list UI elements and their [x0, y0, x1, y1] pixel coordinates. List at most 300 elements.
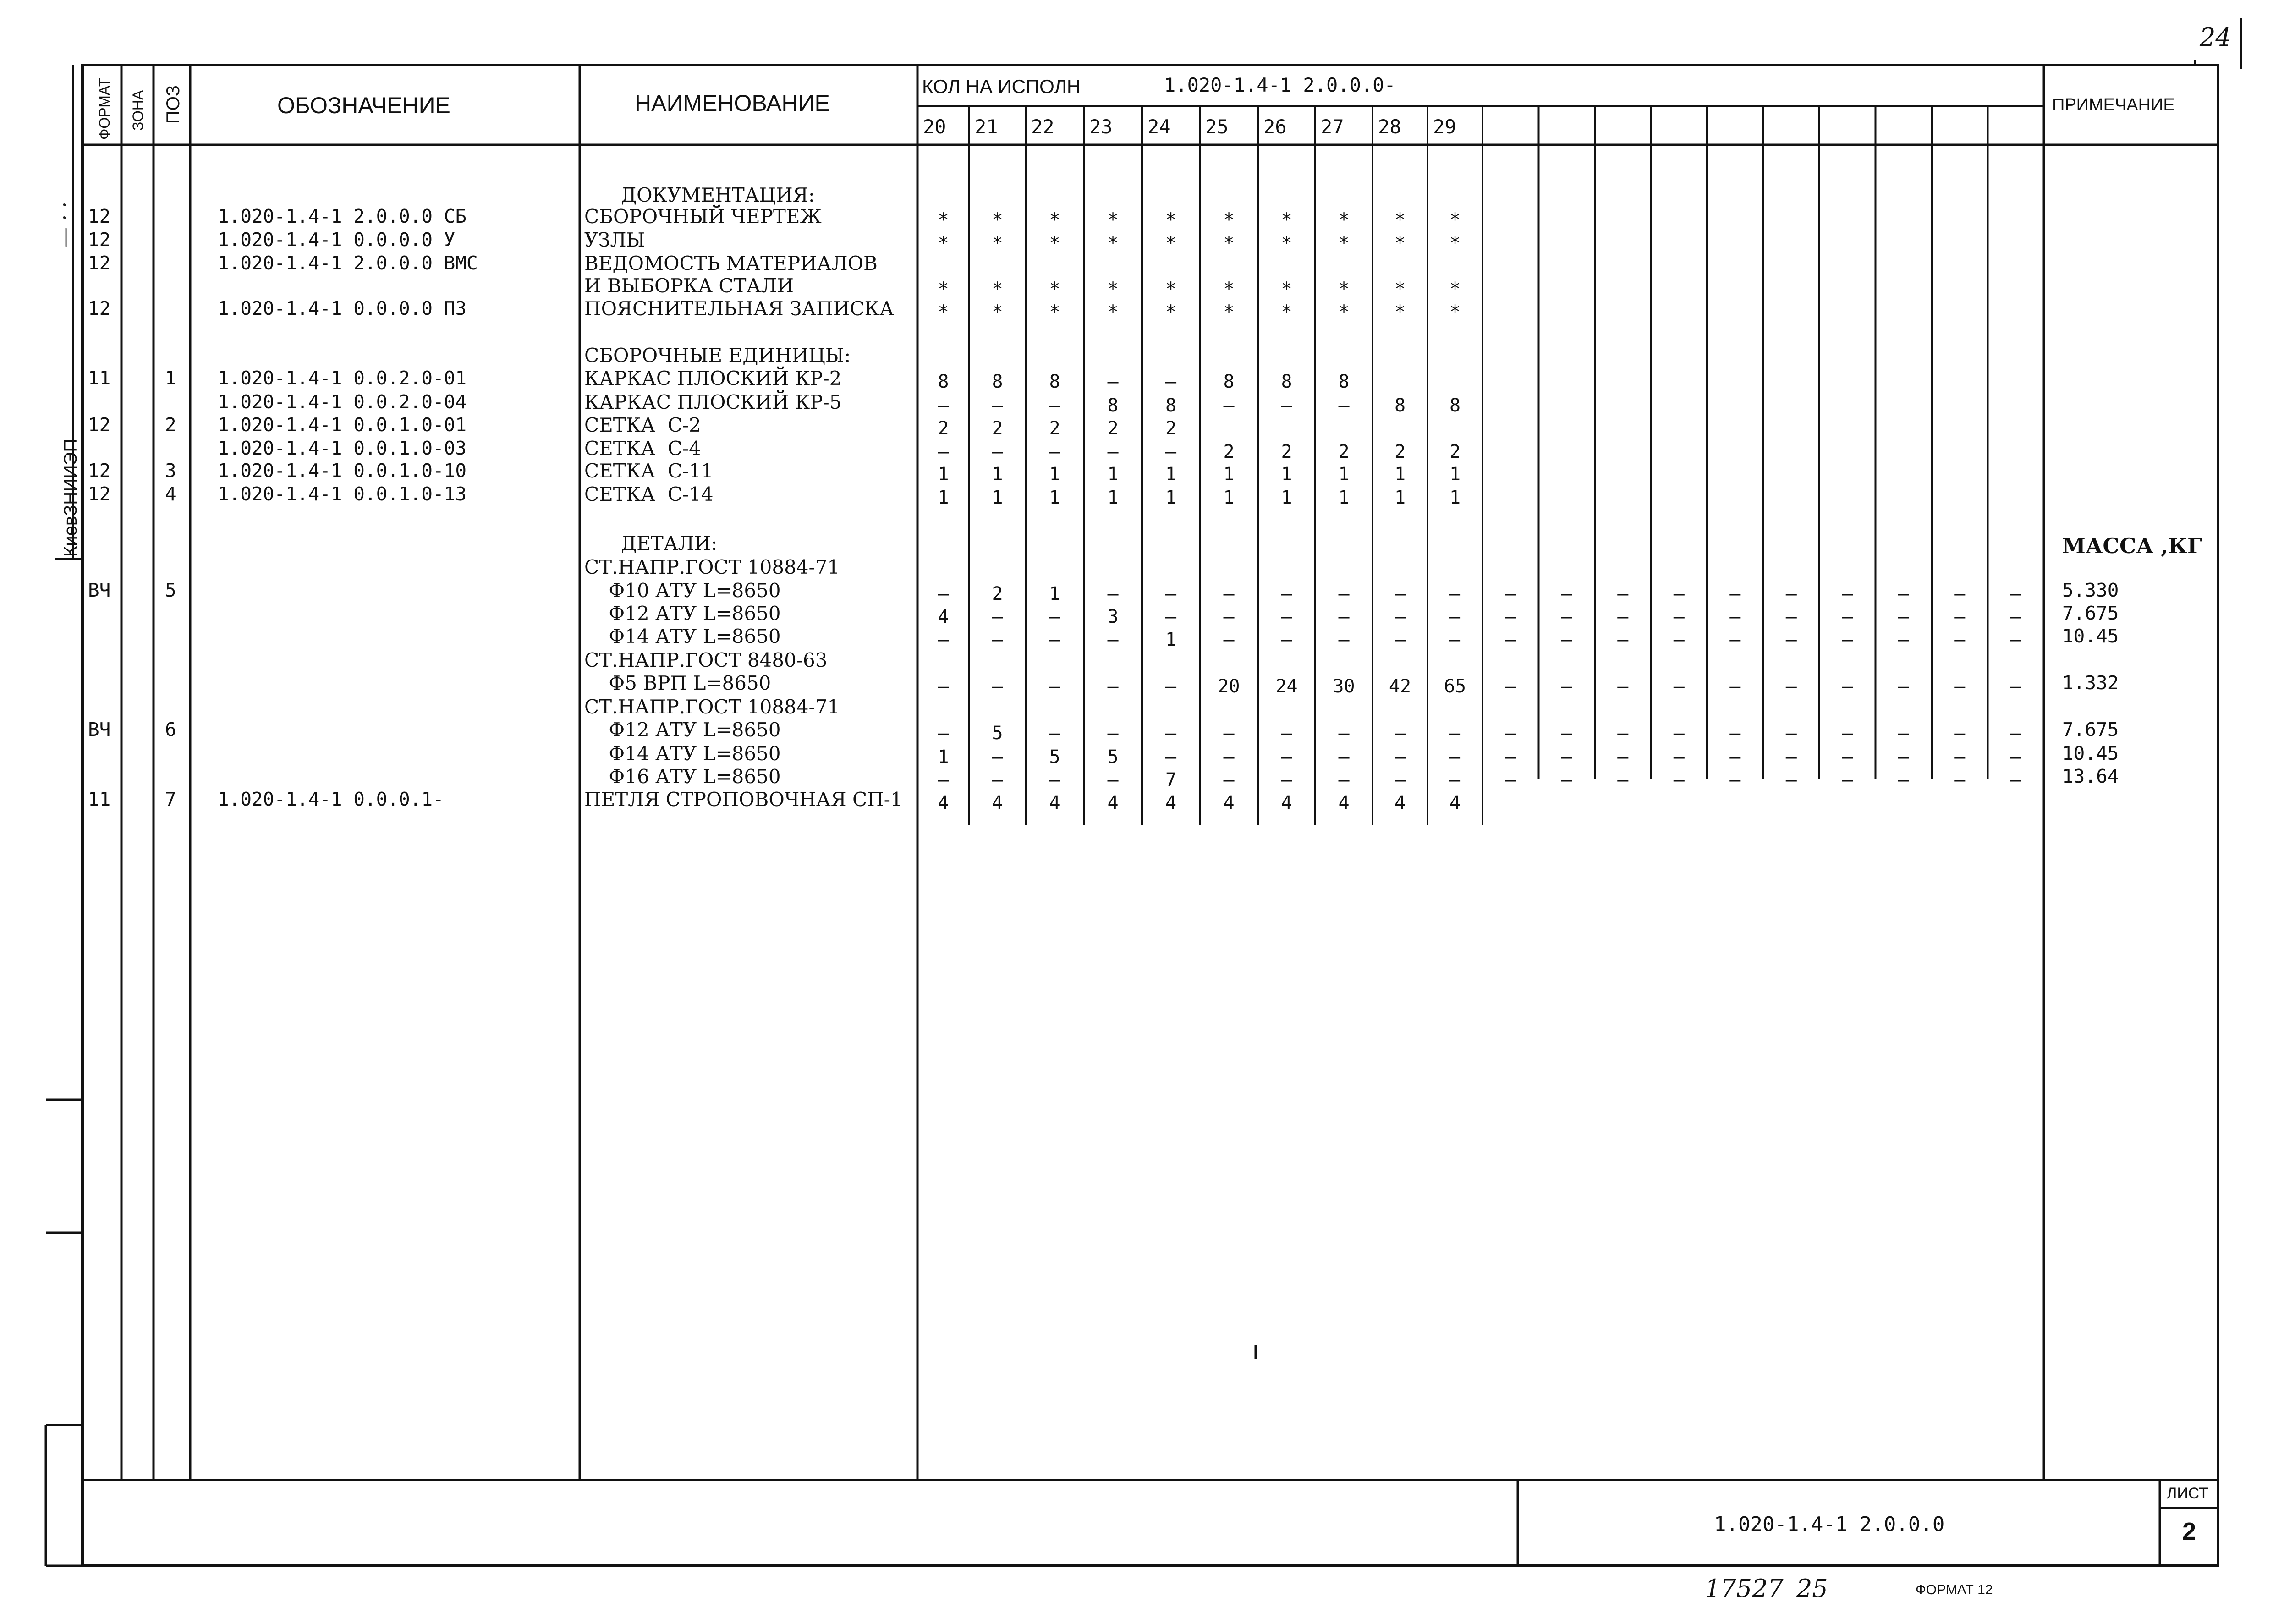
- bottom-format-label: ФОРМАТ 12: [1916, 1582, 1993, 1597]
- note-mass-header: МАССА ,КГ: [2062, 533, 2202, 558]
- qty-cell: –: [1785, 746, 1797, 768]
- qty-cell: –: [1394, 723, 1406, 744]
- qty-cell: 4: [1394, 792, 1406, 813]
- qty-cell: –: [1281, 723, 1292, 744]
- qty-cell: 1: [1107, 464, 1119, 485]
- qty-cell: –: [2010, 746, 2021, 768]
- qty-cell: –: [1785, 606, 1797, 627]
- qty-cell: –: [1338, 583, 1350, 604]
- qty-cell: *: [1223, 209, 1235, 230]
- header-qty-label: КОЛ НА ИСПОЛН: [922, 76, 1081, 97]
- qty-cell: 1: [1449, 464, 1461, 485]
- qty-cell: 8: [1107, 395, 1119, 416]
- qty-cell: –: [1954, 676, 1966, 697]
- header-note: ПРИМЕЧАНИЕ: [2052, 95, 2175, 115]
- qty-cell: –: [992, 746, 1003, 768]
- qty-cell: 1: [938, 746, 949, 768]
- qty-cell: –: [938, 676, 949, 697]
- side-signature: — · ·: [53, 202, 77, 247]
- qty-cell: 8: [1281, 371, 1292, 392]
- row-name: КАРКАС ПЛОСКИЙ КР-5: [584, 391, 842, 413]
- qty-cell: *: [1338, 209, 1350, 230]
- row-position: 6: [165, 719, 176, 741]
- qty-column-header: 26: [1263, 115, 1287, 138]
- qty-cell: –: [1561, 723, 1572, 744]
- qty-cell: –: [1449, 723, 1461, 744]
- qty-cell: –: [1049, 769, 1060, 790]
- qty-cell: –: [1505, 676, 1516, 697]
- header-pos: ПОЗ: [163, 85, 183, 124]
- qty-cell: –: [1898, 769, 1909, 790]
- qty-column-header: 22: [1031, 115, 1054, 138]
- qty-cell: –: [1165, 441, 1177, 462]
- qty-cell: 1: [992, 464, 1003, 485]
- row-format: 11: [88, 788, 111, 810]
- qty-cell: *: [1107, 279, 1119, 300]
- qty-cell: –: [992, 629, 1003, 650]
- qty-cell: –: [1561, 606, 1572, 627]
- row-designation: 1.020-1.4-1 0.0.0.0 У: [218, 229, 456, 251]
- qty-cell: –: [1281, 583, 1292, 604]
- qty-cell: –: [1449, 769, 1461, 790]
- qty-cell: –: [1842, 583, 1853, 604]
- qty-cell: –: [1617, 676, 1629, 697]
- qty-cell: 2: [1449, 441, 1461, 462]
- row-name: Ф14 АТУ L=8650: [584, 742, 781, 765]
- qty-cell: *: [992, 302, 1003, 323]
- qty-cell: 1: [1281, 487, 1292, 508]
- qty-cell: –: [1223, 723, 1235, 744]
- qty-column-header: 27: [1321, 115, 1344, 138]
- qty-cell: *: [1223, 279, 1235, 300]
- qty-cell: 4: [1223, 792, 1235, 813]
- qty-cell: –: [1561, 676, 1572, 697]
- qty-cell: 2: [938, 418, 949, 439]
- qty-cell: –: [1505, 606, 1516, 627]
- header-qty-code: 1.020-1.4-1 2.0.0.0-: [1164, 74, 1396, 96]
- qty-cell: –: [1842, 676, 1853, 697]
- title-block-sheet-label: ЛИСТ: [2167, 1485, 2208, 1502]
- row-name: СТ.НАПР.ГОСТ 10884-71: [584, 696, 840, 718]
- qty-cell: 1: [1165, 629, 1177, 650]
- qty-cell: –: [1107, 769, 1119, 790]
- row-note-mass: 1.332: [2062, 672, 2119, 694]
- qty-cell: 42: [1389, 676, 1411, 697]
- qty-cell: –: [1617, 769, 1629, 790]
- qty-cell: –: [1223, 629, 1235, 650]
- row-name: СЕТКА С-4: [584, 437, 701, 460]
- qty-cell: –: [1673, 583, 1685, 604]
- row-designation: 1.020-1.4-1 0.0.0.1-: [218, 788, 444, 810]
- qty-cell: 4: [938, 792, 949, 813]
- qty-cell: –: [1673, 676, 1685, 697]
- qty-cell: –: [1165, 606, 1177, 627]
- qty-cell: 5: [992, 723, 1003, 744]
- row-position: 1: [165, 367, 176, 389]
- qty-cell: –: [1617, 723, 1629, 744]
- qty-cell: 4: [1165, 792, 1177, 813]
- header-zone: ЗОНА: [130, 90, 146, 131]
- qty-cell: *: [1107, 302, 1119, 323]
- qty-cell: –: [992, 769, 1003, 790]
- row-format: 12: [88, 205, 111, 227]
- row-format: 12: [88, 252, 111, 274]
- qty-cell: 2: [992, 418, 1003, 439]
- row-name: Ф5 ВРП L=8650: [584, 672, 771, 694]
- row-position: 4: [165, 483, 176, 505]
- row-note-mass: 7.675: [2062, 602, 2119, 624]
- qty-cell: *: [1394, 233, 1406, 254]
- qty-cell: –: [1107, 441, 1119, 462]
- row-name: СБОРОЧНЫЕ ЕДИНИЦЫ:: [584, 344, 851, 367]
- qty-cell: 8: [938, 371, 949, 392]
- qty-cell: –: [1049, 723, 1060, 744]
- qty-cell: –: [2010, 769, 2021, 790]
- qty-cell: *: [938, 302, 949, 323]
- row-name: ПОЯСНИТЕЛЬНАЯ ЗАПИСКА: [584, 297, 894, 320]
- qty-cell: –: [1673, 606, 1685, 627]
- row-position: 7: [165, 788, 176, 810]
- row-name: Ф10 АТУ L=8650: [584, 579, 781, 602]
- title-block-designation: 1.020-1.4-1 2.0.0.0: [1714, 1513, 1945, 1536]
- qty-cell: *: [1449, 302, 1461, 323]
- qty-cell: *: [1394, 302, 1406, 323]
- row-note-mass: 10.45: [2062, 742, 2119, 764]
- qty-cell: 4: [1449, 792, 1461, 813]
- qty-cell: –: [1673, 629, 1685, 650]
- row-format: 12: [88, 483, 111, 505]
- qty-cell: –: [1223, 746, 1235, 768]
- qty-cell: 8: [1049, 371, 1060, 392]
- qty-cell: *: [1449, 209, 1461, 230]
- row-format: ВЧ: [88, 579, 111, 601]
- header-designation: ОБОЗНАЧЕНИЕ: [277, 93, 450, 118]
- qty-cell: 1: [1049, 487, 1060, 508]
- qty-cell: –: [1785, 583, 1797, 604]
- row-designation: 1.020-1.4-1 0.0.2.0-01: [218, 367, 467, 389]
- qty-cell: –: [2010, 723, 2021, 744]
- qty-cell: *: [1049, 233, 1060, 254]
- qty-cell: –: [2010, 676, 2021, 697]
- qty-column-header: 23: [1089, 115, 1113, 138]
- row-note-mass: 13.64: [2062, 765, 2119, 787]
- row-name: КАРКАС ПЛОСКИЙ КР-2: [584, 367, 842, 390]
- qty-cell: –: [1107, 371, 1119, 392]
- row-format: 12: [88, 229, 111, 251]
- qty-cell: *: [938, 209, 949, 230]
- row-name: И ВЫБОРКА СТАЛИ: [584, 274, 794, 297]
- qty-cell: –: [1281, 769, 1292, 790]
- qty-cell: –: [1673, 723, 1685, 744]
- qty-cell: *: [1165, 302, 1177, 323]
- qty-cell: –: [1338, 769, 1350, 790]
- qty-cell: *: [1049, 302, 1060, 323]
- row-name: Ф12 АТУ L=8650: [584, 602, 781, 625]
- qty-cell: *: [1394, 279, 1406, 300]
- qty-cell: –: [2010, 629, 2021, 650]
- qty-cell: 5: [1049, 746, 1060, 768]
- qty-cell: *: [992, 233, 1003, 254]
- qty-cell: *: [938, 233, 949, 254]
- qty-cell: –: [1561, 583, 1572, 604]
- qty-cell: *: [938, 279, 949, 300]
- qty-cell: –: [1898, 676, 1909, 697]
- qty-cell: *: [1107, 209, 1119, 230]
- bottom-stamp-copy: 25: [1796, 1574, 1828, 1603]
- qty-cell: –: [1281, 606, 1292, 627]
- qty-cell: –: [1954, 629, 1966, 650]
- qty-cell: –: [1338, 395, 1350, 416]
- row-designation: 1.020-1.4-1 2.0.0.0 ВМС: [218, 252, 478, 274]
- row-designation: 1.020-1.4-1 0.0.1.0-10: [218, 460, 467, 482]
- qty-cell: –: [1617, 746, 1629, 768]
- qty-cell: 1: [1049, 464, 1060, 485]
- qty-cell: –: [1165, 723, 1177, 744]
- qty-cell: –: [1561, 746, 1572, 768]
- qty-cell: –: [938, 583, 949, 604]
- qty-cell: 8: [992, 371, 1003, 392]
- qty-cell: *: [1165, 279, 1177, 300]
- qty-cell: 1: [1223, 464, 1235, 485]
- qty-cell: –: [1338, 746, 1350, 768]
- row-name: СЕТКА С-11: [584, 460, 714, 482]
- qty-cell: 8: [1394, 395, 1406, 416]
- qty-cell: –: [1898, 746, 1909, 768]
- qty-cell: 1: [1281, 464, 1292, 485]
- qty-cell: 1: [1338, 487, 1350, 508]
- qty-cell: 2: [1281, 441, 1292, 462]
- qty-cell: –: [992, 441, 1003, 462]
- qty-cell: 4: [992, 792, 1003, 813]
- qty-cell: *: [1449, 279, 1461, 300]
- qty-cell: 30: [1333, 676, 1355, 697]
- qty-column-header: 29: [1433, 115, 1456, 138]
- qty-cell: *: [1165, 209, 1177, 230]
- qty-cell: –: [1165, 583, 1177, 604]
- qty-cell: 65: [1444, 676, 1466, 697]
- qty-cell: *: [1338, 279, 1350, 300]
- qty-cell: –: [1561, 629, 1572, 650]
- qty-cell: –: [1049, 441, 1060, 462]
- row-designation: 1.020-1.4-1 2.0.0.0 СБ: [218, 205, 467, 227]
- qty-cell: 1: [1394, 487, 1406, 508]
- qty-column-header: 21: [975, 115, 998, 138]
- qty-cell: –: [2010, 606, 2021, 627]
- row-name: СЕТКА С-2: [584, 414, 701, 436]
- qty-cell: –: [1049, 676, 1060, 697]
- row-name: СЕТКА С-14: [584, 483, 714, 505]
- qty-cell: 1: [1049, 583, 1060, 604]
- qty-cell: –: [1954, 606, 1966, 627]
- qty-cell: 8: [1165, 395, 1177, 416]
- qty-cell: –: [1449, 583, 1461, 604]
- qty-cell: 2: [1223, 441, 1235, 462]
- qty-cell: –: [1785, 769, 1797, 790]
- qty-cell: –: [1617, 583, 1629, 604]
- row-name: ДЕТАЛИ:: [621, 532, 718, 554]
- qty-cell: 4: [1107, 792, 1119, 813]
- qty-cell: –: [1449, 606, 1461, 627]
- qty-cell: –: [1281, 395, 1292, 416]
- row-position: 2: [165, 414, 176, 436]
- qty-cell: –: [992, 606, 1003, 627]
- row-position: 3: [165, 460, 176, 482]
- bottom-stamp-number: 17527: [1705, 1574, 1784, 1603]
- qty-cell: *: [1223, 302, 1235, 323]
- row-designation: 1.020-1.4-1 0.0.2.0-04: [218, 391, 467, 413]
- qty-cell: –: [1898, 629, 1909, 650]
- row-format: 12: [88, 297, 111, 319]
- row-name: ДОКУМЕНТАЦИЯ:: [621, 184, 815, 206]
- qty-cell: –: [1107, 723, 1119, 744]
- qty-cell: 24: [1275, 676, 1298, 697]
- row-name: Ф16 АТУ L=8650: [584, 765, 781, 788]
- qty-column-header: 24: [1147, 115, 1171, 138]
- row-format: 12: [88, 460, 111, 482]
- qty-cell: 7: [1165, 769, 1177, 790]
- qty-cell: 2: [1165, 418, 1177, 439]
- qty-cell: –: [1505, 723, 1516, 744]
- qty-cell: *: [1107, 233, 1119, 254]
- row-format: ВЧ: [88, 719, 111, 741]
- row-position: 5: [165, 579, 176, 601]
- qty-cell: 1: [1107, 487, 1119, 508]
- qty-cell: –: [1729, 746, 1741, 768]
- qty-cell: –: [1673, 769, 1685, 790]
- qty-cell: –: [1394, 629, 1406, 650]
- qty-cell: –: [1049, 629, 1060, 650]
- qty-cell: –: [1338, 606, 1350, 627]
- qty-cell: 2: [1394, 441, 1406, 462]
- row-name: Ф14 АТУ L=8650: [584, 625, 781, 647]
- qty-cell: –: [1785, 629, 1797, 650]
- row-name: СТ.НАПР.ГОСТ 8480-63: [584, 649, 828, 671]
- qty-cell: –: [1842, 723, 1853, 744]
- qty-cell: *: [992, 279, 1003, 300]
- qty-cell: 2: [1049, 418, 1060, 439]
- qty-cell: –: [938, 441, 949, 462]
- row-note-mass: 10.45: [2062, 625, 2119, 647]
- qty-cell: –: [1281, 629, 1292, 650]
- qty-cell: 20: [1218, 676, 1240, 697]
- qty-cell: –: [1394, 769, 1406, 790]
- qty-cell: –: [1729, 676, 1741, 697]
- qty-cell: –: [1223, 769, 1235, 790]
- qty-column-header: 28: [1378, 115, 1401, 138]
- qty-cell: –: [992, 395, 1003, 416]
- row-designation: 1.020-1.4-1 0.0.1.0-03: [218, 437, 467, 459]
- row-format: 12: [88, 414, 111, 436]
- qty-cell: –: [938, 629, 949, 650]
- qty-cell: –: [1785, 676, 1797, 697]
- qty-cell: –: [1729, 606, 1741, 627]
- qty-cell: *: [1338, 302, 1350, 323]
- qty-cell: –: [2010, 583, 2021, 604]
- qty-cell: –: [1954, 583, 1966, 604]
- qty-cell: –: [1842, 769, 1853, 790]
- qty-cell: –: [1617, 606, 1629, 627]
- qty-cell: –: [1223, 395, 1235, 416]
- qty-cell: –: [1165, 676, 1177, 697]
- qty-cell: 1: [938, 487, 949, 508]
- qty-cell: –: [1898, 606, 1909, 627]
- qty-cell: *: [1281, 302, 1292, 323]
- row-designation: 1.020-1.4-1 0.0.1.0-13: [218, 483, 467, 505]
- qty-cell: –: [1107, 629, 1119, 650]
- qty-cell: –: [1673, 746, 1685, 768]
- row-note-mass: 5.330: [2062, 579, 2119, 601]
- row-note-mass: 7.675: [2062, 719, 2119, 741]
- qty-cell: 5: [1107, 746, 1119, 768]
- qty-cell: 4: [1281, 792, 1292, 813]
- qty-cell: 8: [1223, 371, 1235, 392]
- qty-cell: –: [1561, 769, 1572, 790]
- qty-cell: –: [938, 723, 949, 744]
- qty-cell: *: [1394, 209, 1406, 230]
- qty-cell: –: [1394, 606, 1406, 627]
- qty-cell: –: [1505, 746, 1516, 768]
- qty-cell: 4: [1049, 792, 1060, 813]
- qty-cell: –: [1049, 395, 1060, 416]
- qty-cell: –: [1505, 769, 1516, 790]
- row-designation: 1.020-1.4-1 0.0.1.0-01: [218, 414, 467, 436]
- qty-cell: 8: [1449, 395, 1461, 416]
- qty-cell: –: [1165, 746, 1177, 768]
- qty-cell: 4: [938, 606, 949, 627]
- qty-cell: 8: [1338, 371, 1350, 392]
- qty-cell: 1: [1223, 487, 1235, 508]
- qty-cell: –: [1107, 583, 1119, 604]
- qty-cell: –: [992, 676, 1003, 697]
- qty-cell: –: [1954, 723, 1966, 744]
- qty-cell: *: [1449, 233, 1461, 254]
- row-designation: 1.020-1.4-1 0.0.0.0 ПЗ: [218, 297, 467, 319]
- qty-cell: 1: [992, 487, 1003, 508]
- row-name: Ф12 АТУ L=8650: [584, 719, 781, 741]
- row-name: ПЕТЛЯ СТРОПОВОЧНАЯ СП-1: [584, 788, 903, 811]
- corner-page-number: 24: [2200, 23, 2231, 52]
- qty-cell: 2: [1107, 418, 1119, 439]
- row-name: ВЕДОМОСТЬ МАТЕРИАЛОВ: [584, 252, 878, 274]
- header-format: ФОРМАТ: [96, 77, 113, 140]
- qty-cell: –: [1049, 606, 1060, 627]
- qty-cell: –: [1449, 746, 1461, 768]
- qty-cell: 1: [1338, 464, 1350, 485]
- row-name: СБОРОЧНЫЙ ЧЕРТЕЖ: [584, 205, 822, 228]
- qty-cell: 1: [1165, 487, 1177, 508]
- qty-cell: *: [1223, 233, 1235, 254]
- qty-cell: –: [1449, 629, 1461, 650]
- qty-cell: *: [1049, 209, 1060, 230]
- qty-cell: –: [1729, 629, 1741, 650]
- header-name: НАИМЕНОВАНИЕ: [635, 90, 830, 116]
- qty-cell: –: [1505, 583, 1516, 604]
- qty-cell: –: [1842, 606, 1853, 627]
- qty-cell: –: [1842, 746, 1853, 768]
- qty-cell: –: [1338, 629, 1350, 650]
- qty-cell: –: [1954, 746, 1966, 768]
- qty-cell: –: [1281, 746, 1292, 768]
- qty-cell: *: [1165, 233, 1177, 254]
- qty-cell: –: [1223, 606, 1235, 627]
- qty-cell: –: [938, 395, 949, 416]
- qty-cell: 3: [1107, 606, 1119, 627]
- qty-cell: –: [1617, 629, 1629, 650]
- qty-cell: –: [1785, 723, 1797, 744]
- qty-cell: 2: [992, 583, 1003, 604]
- qty-cell: –: [1505, 629, 1516, 650]
- qty-cell: 1: [1394, 464, 1406, 485]
